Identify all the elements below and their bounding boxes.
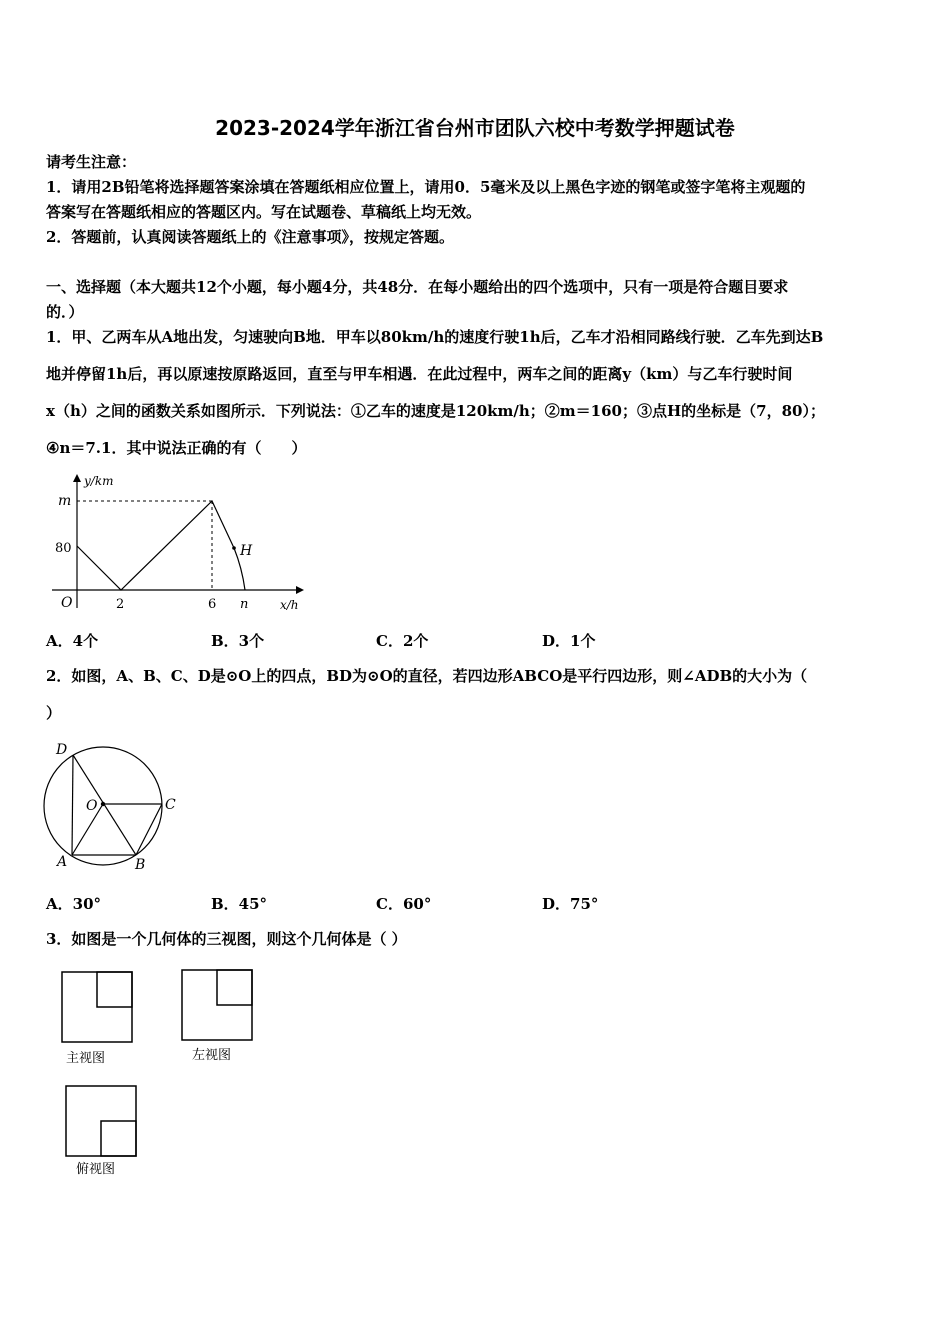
- point-b-label: B: [135, 857, 146, 873]
- q2-option-c[interactable]: C．60°: [376, 895, 432, 913]
- q1-line-3: x（h）之间的函数关系如图所示．下列说法：①乙车的速度是120km/h；②m＝160；③点H的坐标是（7，80）；: [46, 402, 825, 420]
- graph-y-axis-label: y/km: [84, 474, 114, 488]
- notice-heading: 请考生注意：: [46, 153, 137, 171]
- top-view-caption: 俯视图: [76, 1162, 116, 1177]
- point-o-label: O: [86, 798, 98, 814]
- section-header-line-1: 一、选择题（本大题共12个小题，每小题4分，共48分．在每小题给出的四个选项中，只有一项是符合题目要求: [46, 278, 789, 296]
- q3-top-view: [62, 1082, 142, 1182]
- notice-line-2: 2．答题前，认真阅读答题纸上的《注意事项》，按规定答题。: [46, 228, 454, 246]
- section-header-line-2: 的．）: [46, 303, 84, 321]
- point-d-label: D: [56, 742, 68, 758]
- graph-origin-label: O: [61, 595, 73, 611]
- q1-option-d[interactable]: D．1个: [542, 632, 596, 650]
- q1-line-1: 1．甲、乙两车从A地出发，匀速驶向B地．甲车以80km/h的速度行驶1h后，乙车才沿相同路线行驶．乙车先到达B: [46, 328, 824, 346]
- graph-80-label: 80: [55, 541, 72, 556]
- point-c-label: C: [165, 797, 176, 813]
- q1-line-2: 地并停留1h后，再以原速按原路返回，直至与甲车相遇．在此过程中，两车之间的距离y（km）与乙车行驶时间: [46, 365, 793, 383]
- q1-function-graph: [44, 468, 314, 618]
- q1-line-4: ④n＝7.1．其中说法正确的有（ ）: [46, 439, 307, 457]
- graph-x2-label: 2: [116, 597, 125, 612]
- q2-option-d[interactable]: D．75°: [542, 895, 599, 913]
- graph-x6-label: 6: [208, 597, 217, 612]
- graph-h-label: H: [240, 543, 253, 559]
- q3-left-view: [178, 966, 258, 1066]
- notice-line-1b: 答案写在答题纸相应的答题区内。写在试题卷、草稿纸上均无效。: [46, 203, 482, 221]
- graph-m-label: m: [58, 493, 72, 509]
- notice-line-1a: 1．请用2B铅笔将选择题答案涂填在答题纸相应位置上，请用0．5毫米及以上黑色字迹的钢笔或签字笔将主观题的: [46, 178, 806, 196]
- q2-line-1: 2．如图，A、B、C、D是⊙O上的四点，BD为⊙O的直径，若四边形ABCO是平行四边形，则∠ADB的大小为（: [46, 667, 808, 685]
- q1-option-c[interactable]: C．2个: [376, 632, 429, 650]
- q2-option-b[interactable]: B．45°: [211, 895, 268, 913]
- q2-line-2: ）: [46, 704, 62, 722]
- q1-option-a[interactable]: A．4个: [46, 632, 99, 650]
- graph-x-axis-label: x/h: [280, 598, 299, 612]
- q3-front-view: [58, 968, 138, 1068]
- q2-circle-figure: [40, 738, 190, 873]
- left-view-caption: 左视图: [192, 1048, 232, 1063]
- point-a-label: A: [57, 854, 68, 870]
- page-title: 2023-2024学年浙江省台州市团队六校中考数学押题试卷: [215, 116, 735, 140]
- q2-option-a[interactable]: A．30°: [46, 895, 102, 913]
- q1-option-b[interactable]: B．3个: [211, 632, 265, 650]
- front-view-caption: 主视图: [66, 1051, 106, 1066]
- graph-n-label: n: [240, 597, 249, 612]
- q3-line-1: 3．如图是一个几何体的三视图，则这个几何体是（ ）: [46, 930, 407, 948]
